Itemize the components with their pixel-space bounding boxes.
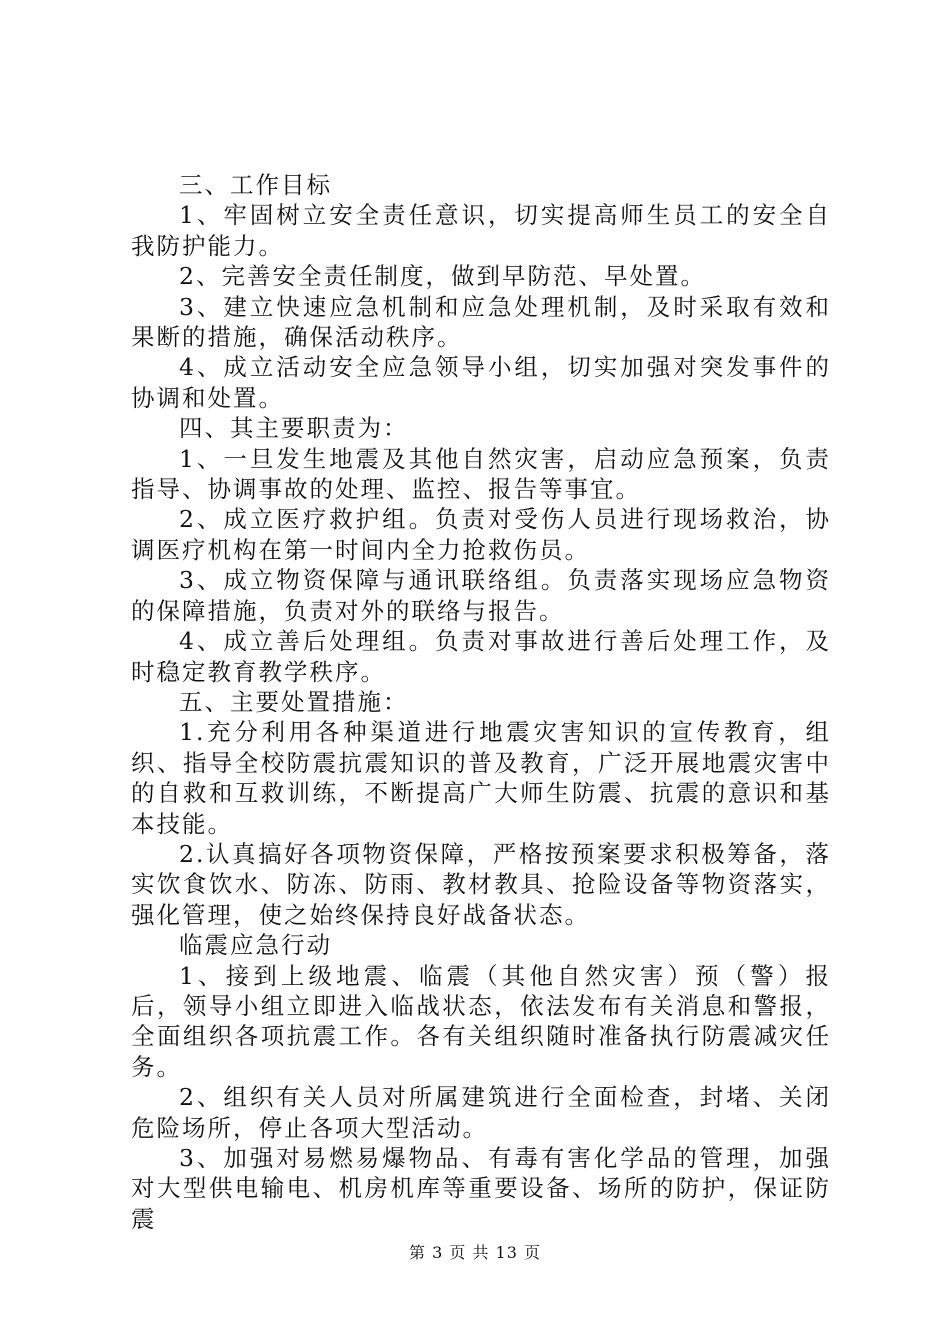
paragraph: 4、成立善后处理组。负责对事故进行善后处理工作，及时稳定教育教学秩序。 [131, 627, 831, 686]
section-heading-goals: 三、工作目标 [179, 171, 332, 199]
paragraph: 3、建立快速应急机制和应急处理机制，及时采取有效和果断的措施，确保活动秩序。 [131, 292, 831, 352]
paragraph: 1、一旦发生地震及其他自然灾害，启动应急预案，负责指导、协调事故的处理、监控、报告等事宜。 [131, 444, 831, 504]
paragraph: 3、加强对易燃易爆物品、有毒有害化学品的管理，加强对大型供电输电、机房机库等重要设备、场所的防护，保证防震 [131, 1144, 831, 1233]
section-heading-measures: 五、主要处置措施： [179, 687, 409, 716]
paragraph: 2、组织有关人员对所属建筑进行全面检查，封堵、关闭危险场所，停止各项大型活动。 [131, 1083, 831, 1142]
section-heading-emergency-action: 临震应急行动 [179, 931, 332, 960]
paragraph: 1、接到上级地震、临震（其他自然灾害）预（警）报后，领导小组立即进入临战状态，依法发布有关消息和警报，全面组织各项抗震工作。各有关组织随时准备执行防震减灾任务。 [131, 961, 831, 1081]
paragraph: 1.充分利用各种渠道进行地震灾害知识的宣传教育，组织、指导全校防震抗震知识的普及教育，广泛开展地震灾害中的自救和互救训练，不断提高广大师生防震、抗震的意识和基本技能。 [131, 718, 831, 838]
paragraph: 3、成立物资保障与通讯联络组。负责落实现场应急物资的保障措施，负责对外的联络与报告。 [131, 566, 831, 625]
page-footer [0, 1240, 950, 1263]
section-heading-duties: 四、其主要职责为： [179, 414, 409, 443]
paragraph: 4、成立活动安全应急领导小组，切实加强对突发事件的协调和处置。 [131, 353, 831, 412]
paragraph: 2、完善安全责任制度，做到早防范、早处置。 [179, 262, 706, 291]
paragraph: 2、成立医疗救护组。负责对受伤人员进行现场救治，协调医疗机构在第一时间内全力抢救伤员。 [131, 505, 831, 564]
document-body [131, 170, 831, 1234]
page-number-label: 第 3 页 共 13 页 [409, 1243, 541, 1262]
paragraph: 1、牢固树立安全责任意识，切实提高师生员工的安全自我防护能力。 [131, 201, 831, 260]
paragraph: 2.认真搞好各项物资保障，严格按预案要求积极筹备，落实饮食饮水、防冻、防雨、教材教具、抢险设备等物资落实，强化管理，使之始终保持良好战备状态。 [131, 839, 831, 929]
